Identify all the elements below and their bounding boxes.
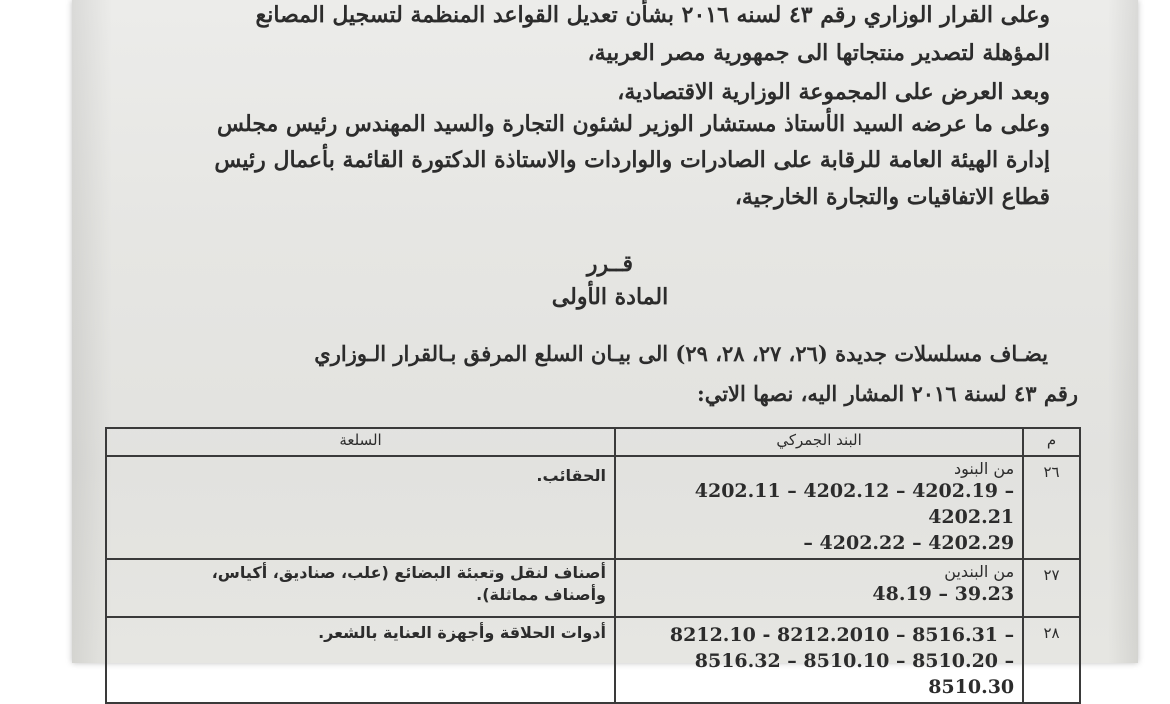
article-text-line-2: رقم ٤٣ لسنة ٢٠١٦ المشار اليه، نصها الاتي: — [696, 381, 1078, 406]
customs-code-line: 48.19 – 39.23 — [872, 583, 1015, 605]
customs-code-line: 8212.10 - 8212.2010 – 8516.31 – — [669, 624, 1015, 646]
row-number: ٢٦ — [1043, 463, 1060, 481]
preamble-line-2: المؤهلة لتصدير منتجاتها الى جمهورية مصر العربية، — [587, 40, 1050, 66]
row-number: ٢٧ — [1043, 566, 1060, 584]
goods-description: الحقائب. — [536, 466, 606, 485]
header-goods: السلعة — [106, 428, 615, 456]
preamble-line-3: وبعد العرض على المجموعة الوزارية الاقتصادية، — [617, 79, 1050, 105]
customs-item-label: من البندين — [944, 562, 1015, 581]
preamble-line-4: وعلى ما عرضه السيد الأستاذ مستشار الوزير لشئون التجارة والسيد المهندس رئيس مجلس — [216, 111, 1050, 137]
goods-description: وأصناف مماثلة). — [476, 585, 606, 604]
goods-description: أدوات الحلاقة وأجهزة العناية بالشعر. — [318, 623, 606, 642]
customs-code-line: 8516.32 – 8510.10 – 8510.20 – 8510.30 — [694, 650, 1015, 698]
preamble-line-5: إدارة الهيئة العامة للرقابة على الصادرات والواردات والاستاذة الدكتورة القائمة بأعمال رئيس — [214, 147, 1050, 173]
goods-table — [105, 427, 1081, 704]
preamble-line-1: وعلى القرار الوزاري رقم ٤٣ لسنه ٢٠١٦ بشأن تعديل القواعد المنظمة لتسجيل المصانع — [255, 2, 1050, 28]
article-heading: المادة الأولى — [551, 284, 669, 310]
table-row — [106, 617, 1080, 703]
table-row — [106, 456, 1080, 559]
customs-code-line: – 4202.22 – 4202.29 — [803, 532, 1015, 554]
preamble-line-6: قطاع الاتفاقيات والتجارة الخارجية، — [734, 184, 1050, 210]
header-number: م — [1023, 428, 1080, 456]
goods-description: أصناف لنقل وتعبئة البضائع (علب، صناديق، أكياس، — [211, 563, 606, 582]
table-header-row — [106, 428, 1080, 456]
customs-item-label: من البنود — [953, 459, 1015, 478]
table-row — [106, 559, 1080, 617]
header-customs-item: البند الجمركي — [615, 428, 1023, 456]
row-number: ٢٨ — [1043, 624, 1060, 642]
decision-heading: قــرر — [586, 251, 634, 277]
article-text-line-1: يضـاف مسلسلات جديدة (٢٦، ٢٧، ٢٨، ٢٩) الى بيـان السلع المرفق بـالقرار الـوزاري — [314, 341, 1048, 366]
customs-code-line: 4202.11 – 4202.12 – 4202.19 – 4202.21 — [694, 480, 1015, 528]
